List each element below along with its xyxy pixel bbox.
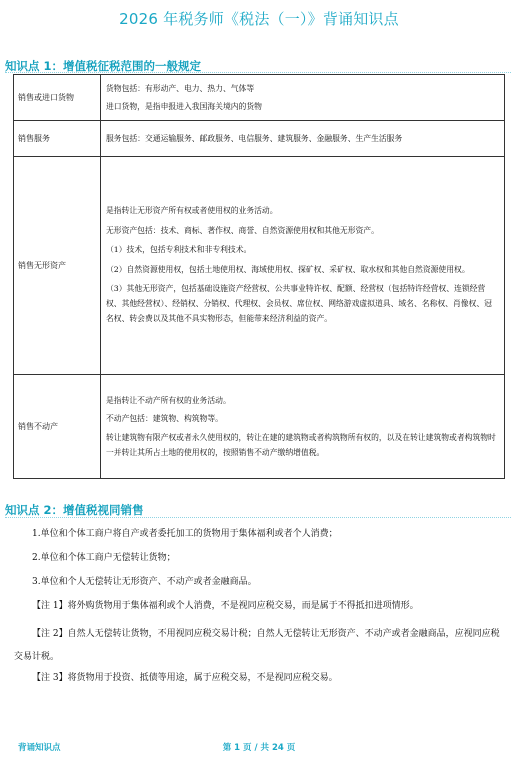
- paragraph: 进口货物，是指申报进入我国海关境内的货物: [106, 101, 262, 111]
- paragraph: 是指转让无形资产所有权或者使用权的业务活动。: [106, 206, 278, 216]
- row-label: 销售或进口货物: [14, 75, 101, 121]
- row-label: 销售无形资产: [14, 157, 101, 375]
- list-item: 3.单位和个人无偿转让无形资产、不动产或者金融商品。: [32, 577, 257, 587]
- row-content: [101, 75, 505, 121]
- footer-label: 背诵知识点: [18, 743, 61, 753]
- note-item: 【注 1】将外购货物用于集体福利或个人消费，不是视同应税交易，而是属于不得抵扣进项情形。: [32, 601, 419, 611]
- list-item: 2.单位和个体工商户无偿转让货物；: [32, 553, 176, 563]
- paragraph: 转让建筑物有限产权或者永久使用权的，转让在建的建筑物或者构筑物所有权的，以及在转让建筑物或者构筑物时一并转让其所占土地的使用权的，按照销售不动产缴纳增值税。: [106, 432, 496, 457]
- note-item: 【注 2】自然人无偿转让货物，不用视同应税交易计税；自然人无偿转让无形资产、不动产或者金融商品，应视同应税交易计税。: [14, 629, 500, 662]
- section1-divider: [5, 72, 511, 73]
- table-row: [14, 75, 505, 121]
- paragraph: 货物包括：有形动产、电力、热力、气体等: [106, 84, 255, 94]
- row-label: 销售服务: [14, 121, 101, 157]
- table-row: [14, 157, 505, 375]
- paragraph: 无形资产包括：技术、商标、著作权、商誉、自然资源使用权和其他无形资产。: [106, 225, 379, 235]
- note-item: 【注 3】将货物用于投资、抵债等用途，属于应税交易，不是视同应税交易。: [32, 673, 338, 683]
- paragraph: 服务包括：交通运输服务、邮政服务、电信服务、建筑服务、金融服务、生产生活服务: [106, 133, 403, 143]
- table-row: [14, 375, 505, 479]
- paragraph: （1）技术，包括专利技术和非专利技术。: [106, 245, 252, 255]
- row-label: 销售不动产: [14, 375, 101, 479]
- document-title: 2026 年税务师《税法（一）》背诵知识点: [119, 10, 399, 28]
- section1-heading: 知识点 1：增值税征税范围的一般规定: [5, 59, 202, 73]
- paragraph: （2）自然资源使用权，包括土地使用权、海域使用权、探矿权、采矿权、取水权和其他自然资源使用权。: [106, 264, 470, 274]
- row-content: [101, 121, 505, 157]
- page-indicator: 第 1 页 / 共 24 页: [222, 743, 296, 753]
- paragraph: 是指转让不动产所有权的业务活动。: [106, 396, 231, 406]
- section2-divider: [5, 517, 511, 518]
- vat-scope-table: [13, 74, 505, 479]
- list-item: 1.单位和个体工商户将自产或者委托加工的货物用于集体福利或者个人消费；: [32, 529, 338, 539]
- row-content: [101, 375, 505, 479]
- paragraph: （3）其他无形资产，包括基础设施资产经营权、公共事业特许权、配额、经营权（包括特许经营权、连锁经营权、其他经营权）、经销权、分销权、代理权、会员权、席位权、网络游戏虚拟道具、域名、名称权、肖像权、冠名权、转会费以及其他不具实物形态，但能带来经济利益的资产。: [106, 284, 492, 323]
- section2-heading: 知识点 2：增值税视同销售: [5, 503, 144, 517]
- table-row: [14, 121, 505, 157]
- paragraph: 不动产包括：建筑物、构筑物等。: [106, 414, 223, 424]
- row-content: [101, 157, 505, 375]
